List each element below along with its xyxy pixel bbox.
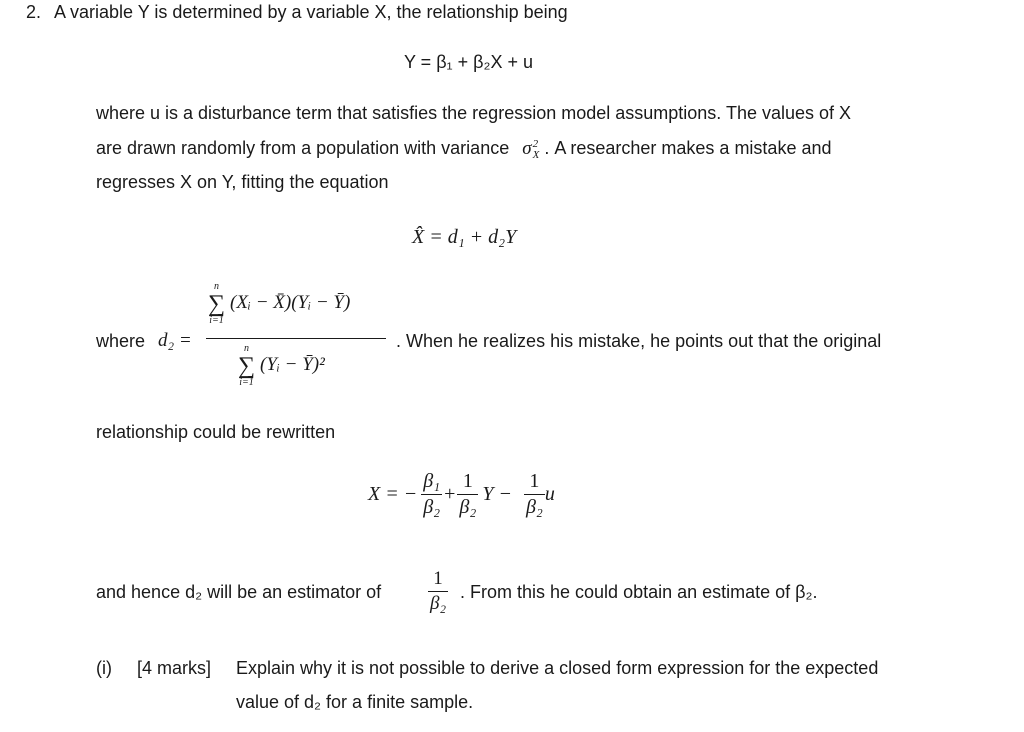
- rewrite-frac2-den: β₂: [459, 496, 477, 518]
- d2-fraction: [206, 282, 396, 402]
- paragraph-1-line-2: [96, 138, 832, 161]
- sum-upper-num: n: [214, 281, 220, 292]
- paragraph-3-b: . From this he could obtain an estimate of β₂.: [460, 582, 818, 602]
- rewrite-frac2-num: 1: [462, 470, 473, 492]
- rewrite-y-minus: Y −: [482, 483, 512, 505]
- equation-fit: X̂ = d₁ + d₂Y: [412, 226, 517, 248]
- sigma-sum-icon: ∑: [208, 291, 226, 317]
- one-over-beta2: [428, 568, 448, 615]
- paragraph-1-line-2-b: . A researcher makes a mistake and: [544, 138, 832, 158]
- where-label: where: [96, 331, 146, 351]
- paragraph-1-line-1: where u is a disturbance term that satisfies the regression model assumptions. The values of X: [96, 103, 852, 123]
- rewrite-frac1-num: β₁: [423, 470, 441, 492]
- paragraph-3-a: and hence d₂ will be an estimator of: [96, 582, 382, 602]
- rewrite-u: u: [544, 483, 555, 505]
- intro-text: A variable Y is determined by a variable X, the relationship being: [54, 2, 568, 22]
- rewrite-frac-1: [421, 470, 442, 519]
- paragraph-1-line-2-a: are drawn randomly from a population with variance: [96, 138, 510, 158]
- d2-denominator: (Yᵢ − Ȳ)²: [260, 354, 325, 375]
- sum-lower-num: i=1: [209, 315, 224, 326]
- sum-lower-den: i=1: [239, 377, 254, 388]
- part-text-line-2: value of d₂ for a finite sample.: [236, 692, 474, 712]
- paragraph-1-line-3: regresses X on Y, fitting the equation: [96, 172, 389, 192]
- rewrite-plus: +: [444, 483, 456, 505]
- para3-frac-num: 1: [433, 568, 443, 589]
- rewrite-lhs: X = −: [368, 483, 418, 505]
- rewrite-frac-3: [524, 470, 545, 519]
- d2-symbol: d₂ =: [158, 330, 192, 351]
- paragraph-2-line-2: relationship could be rewritten: [96, 422, 336, 442]
- para3-fraction: [428, 568, 448, 615]
- sigma-sum-icon: ∑: [238, 353, 256, 379]
- d2-numerator: (Xᵢ − X̄)(Yᵢ − Ȳ): [230, 292, 351, 313]
- sigma-x-squared: [522, 138, 539, 159]
- part-text-line-1: Explain why it is not possible to derive a closed form expression for the expected: [236, 658, 879, 678]
- rewrite-frac-2: [457, 470, 478, 519]
- rewrite-frac1-den: β₂: [423, 496, 441, 518]
- part-marks: [4 marks]: [137, 658, 212, 678]
- sum-denominator: [238, 344, 255, 388]
- fraction-bar: [206, 338, 386, 339]
- rewrite-frac3-den: β₂: [525, 496, 543, 518]
- sum-numerator: [208, 282, 225, 326]
- sigma-symbol: σ: [522, 138, 532, 159]
- equation-model: Y = β₁ + β₂X + u: [404, 52, 534, 72]
- d2-denominator-block: [236, 344, 396, 402]
- part-label: (i): [96, 658, 112, 678]
- equation-rewrite: [368, 470, 555, 519]
- sigma-sup: 2: [532, 137, 539, 150]
- paragraph-2-after: . When he realizes his mistake, he points out that the original: [396, 331, 882, 351]
- question-number: 2.: [26, 2, 42, 22]
- sum-upper-den: n: [244, 343, 250, 354]
- d2-numerator-block: [206, 282, 396, 337]
- sigma-sub: X: [532, 148, 540, 161]
- para3-frac-den: β₂: [430, 593, 447, 614]
- rewrite-frac3-num: 1: [529, 470, 540, 492]
